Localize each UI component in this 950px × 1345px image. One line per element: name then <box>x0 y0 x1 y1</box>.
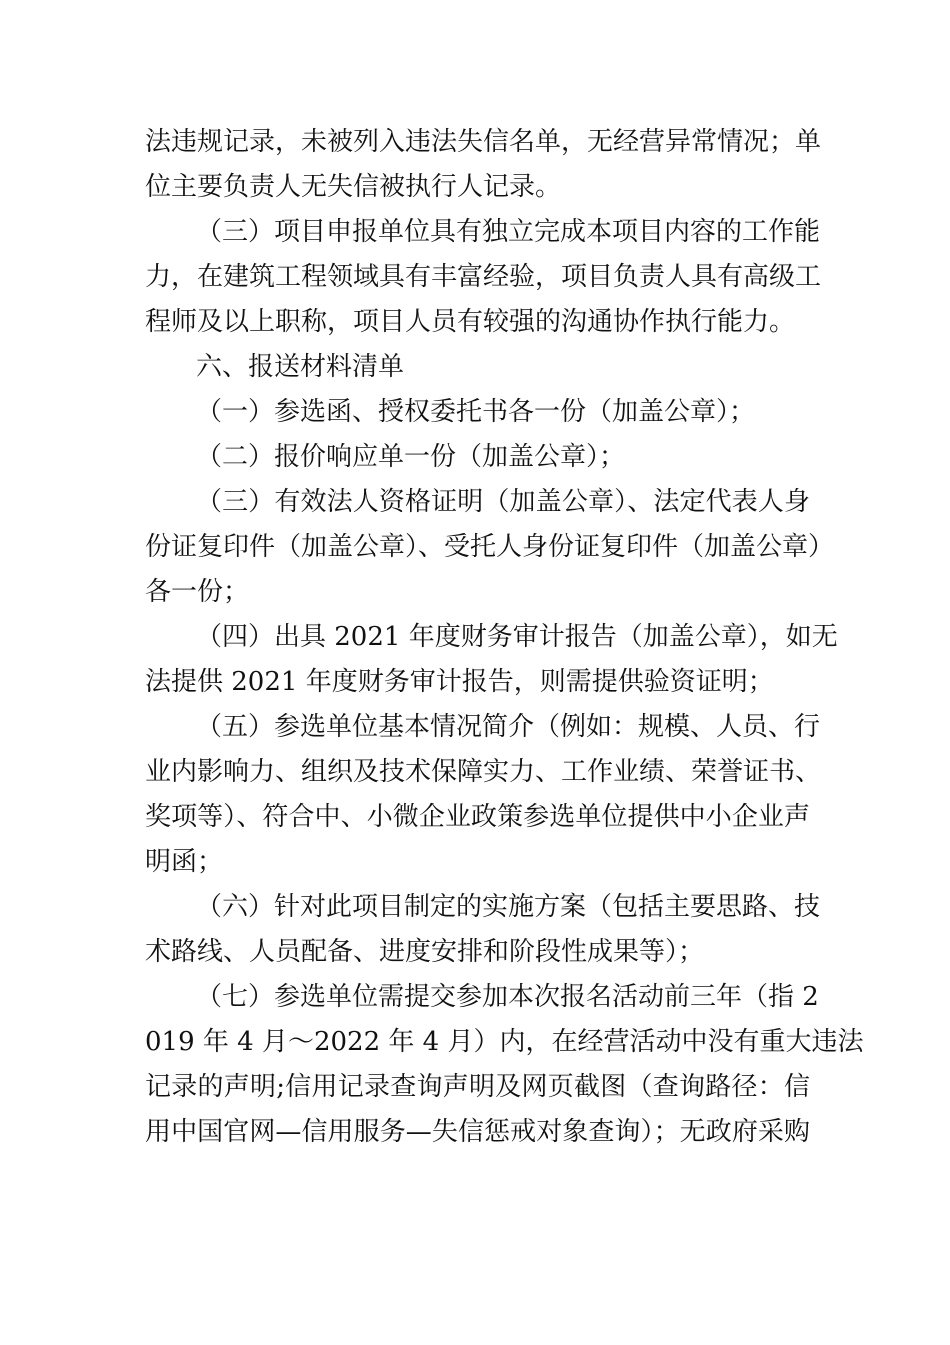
text-line-22: 记录的声明;信用记录查询声明及网页截图（查询路径：信 <box>145 1072 810 1102</box>
text-line-23: 用中国官网—信用服务—失信惩戒对象查询）；无政府采购 <box>145 1117 810 1147</box>
text-line-17: 明函； <box>145 847 224 877</box>
text-line-15: 业内影响力、组织及技术保障实力、工作业绩、荣誉证书、 <box>145 757 822 787</box>
text-line-14: （五）参选单位基本情况简介（例如：规模、人员、行 <box>196 712 821 742</box>
text-line-19: 术路线、人员配备、进度安排和阶段性成果等）； <box>145 937 705 967</box>
text-line-9: （三）有效法人资格证明（加盖公章）、法定代表人身 <box>196 487 810 517</box>
text-line-13: 法提供 2021 年度财务审计报告，则需提供验资证明； <box>145 667 774 697</box>
text-line-4: 力，在建筑工程领域具有丰富经验，项目负责人具有高级工 <box>145 262 822 292</box>
text-line-2: 位主要负责人无失信被执行人记录。 <box>145 172 562 202</box>
text-line-11: 各一份； <box>145 577 250 607</box>
text-line-20: （七）参选单位需提交参加本次报名活动前三年（指 2 <box>196 982 819 1012</box>
text-line-16: 奖项等）、符合中、小微企业政策参选单位提供中小企业声 <box>145 802 810 832</box>
text-line-18: （六）针对此项目制定的实施方案（包括主要思路、技 <box>196 892 821 922</box>
text-line-7: （一）参选函、授权委托书各一份（加盖公章）； <box>196 397 756 427</box>
text-line-10: 份证复印件（加盖公章）、受托人身份证复印件（加盖公章） <box>145 532 835 562</box>
section-heading: 六、报送材料清单 <box>196 352 405 382</box>
text-line-12: （四）出具 2021 年度财务审计报告（加盖公章），如无 <box>196 622 838 652</box>
text-line-1: 法违规记录，未被列入违法失信名单，无经营异常情况；单 <box>145 127 822 157</box>
text-line-8: （二）报价响应单一份（加盖公章）； <box>196 442 626 472</box>
text-line-3: （三）项目申报单位具有独立完成本项目内容的工作能 <box>196 217 821 247</box>
text-line-21: 019 年 4 月～2022 年 4 月）内，在经营活动中没有重大违法 <box>145 1027 864 1057</box>
text-line-5: 程师及以上职称，项目人员有较强的沟通协作执行能力。 <box>145 307 796 337</box>
